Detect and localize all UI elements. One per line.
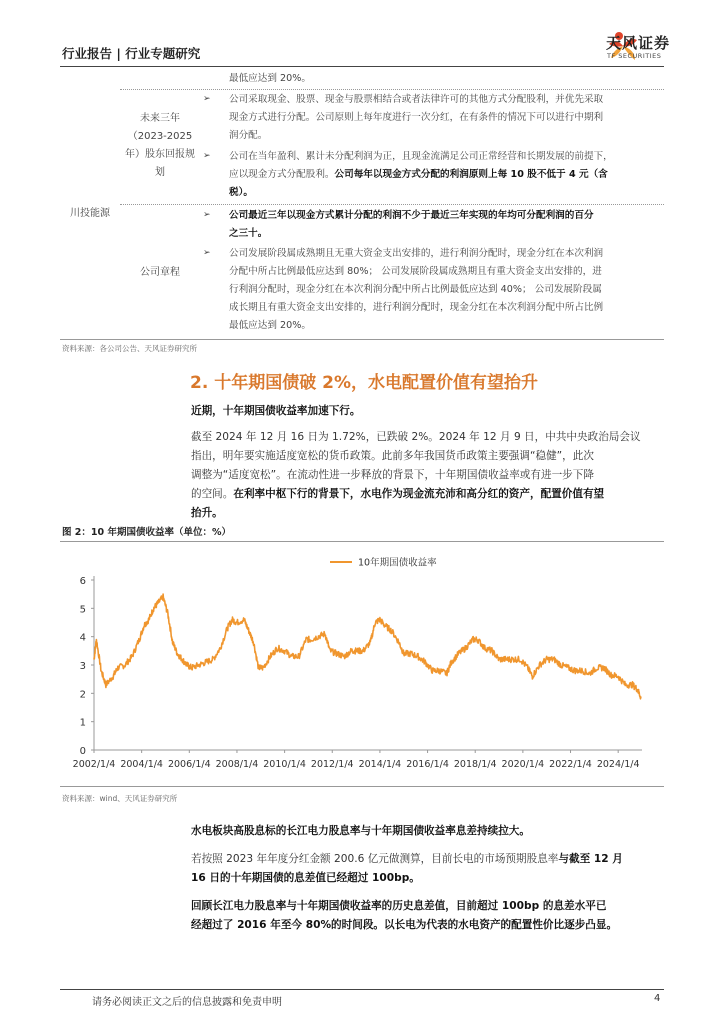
table-line: 公司发展阶段属成熟期且无重大资金支出安排的，进行利润分配时，现金分红在本次利润 [229, 248, 604, 259]
x-tick-label: 2022/1/4 [549, 759, 592, 770]
x-tick-label: 2018/1/4 [453, 759, 497, 770]
para-line [191, 504, 667, 523]
table-bullet-text [229, 207, 669, 243]
bullet-icon: ➢ [203, 94, 211, 104]
table-bottom-rule [60, 339, 664, 340]
para-line [191, 916, 667, 935]
x-tick-label: 2008/1/4 [215, 759, 259, 770]
closing-lead [191, 822, 667, 841]
table-line: 现金方式进行分配。公司原则上每年度进行一次分红，在有条件的情况下可以进行中期利 [229, 112, 604, 123]
x-tick-label: 2020/1/4 [501, 759, 545, 770]
x-tick-label: 2010/1/4 [263, 759, 306, 770]
table-cell-continued: 最低应达到 20%。 [229, 73, 311, 84]
para-line: 截至 2024 年 12 月 16 日为 1.72%，已跌破 2%。2024 年 12 月 9 日，中共中央政治局会议 [191, 431, 641, 443]
para-text: 的空间。 [191, 488, 234, 500]
x-tick-label: 2012/1/4 [310, 759, 354, 770]
table-bullet-text [229, 91, 669, 145]
lead-text: 水电板块高股息标的长江电力股息率与十年期国债收益率息差持续拉大。 [191, 825, 530, 837]
y-tick-label: 6 [79, 576, 86, 587]
para-text-bold: 经超过了 2016 年至今 80%的时间段。以长电为代表的水电资产的配置性价比逐步凸显。 [191, 919, 618, 931]
figure-title: 图 2：10 年期国债收益率（单位：%） [62, 527, 231, 538]
table-line: 最低应达到 20%。 [229, 320, 311, 331]
page-number: 4 [654, 993, 661, 1004]
bullet-icon: ➢ [203, 248, 211, 258]
table-bullet-text [229, 245, 669, 335]
table-text-normal: 应以现金方式分配股利。 [229, 169, 335, 180]
row-label-line: 未来三年 [140, 113, 180, 124]
section-title: 2. 十年期国债破 2%，水电配置价值有望抬升 [190, 373, 538, 393]
table-line: 税）。 [229, 187, 253, 198]
y-tick-label: 1 [79, 717, 86, 729]
y-tick-label: 4 [79, 632, 86, 644]
y-tick-label: 2 [79, 689, 86, 701]
table-line: 公司采取现金、股票、现金与股票相结合或者法律许可的其他方式分配股利，并优先采取 [229, 94, 604, 105]
legend-label: 10年期国债收益率 [358, 557, 437, 569]
para-text: 若按照 2023 年年度分红金额 200.6 亿元做测算，目前长电的市场预期股息率 [191, 853, 559, 865]
closing-paragraph [191, 850, 667, 888]
yield-chart [60, 544, 664, 780]
x-tick-label: 2014/1/4 [358, 759, 402, 770]
figure-bottom-rule [60, 786, 664, 787]
figure-top-rule [60, 541, 664, 542]
closing-paragraph-2 [191, 897, 667, 935]
y-tick-label: 5 [79, 604, 86, 616]
y-tick-label: 0 [79, 746, 86, 757]
row-label-line: 年）股东回报规 [125, 149, 195, 160]
table-bullet-text [229, 148, 669, 202]
table-line: 行利润分配时，现金分红在本次利润分配中所占比例最低应达到 40%； 公司发展阶段属 [229, 284, 602, 295]
bullet-icon: ➢ [203, 151, 211, 161]
para-line: 调整为“适度宽松”。在流动性进一步释放的背景下，十年期国债收益率或有进一步下降 [191, 469, 594, 481]
logo-subtext: TF SECURITIES [607, 52, 662, 60]
table-divider [120, 204, 664, 205]
table-line: 润分配。 [229, 130, 268, 141]
para-text-bold: 16 日的十年期国债的息差值已经超过 100bp。 [191, 872, 420, 884]
table-line: 成长期且有重大资金支出安排的，进行利润分配时，现金分红在本次利润分配中所占比例 [229, 302, 604, 313]
x-tick-label: 2004/1/4 [120, 759, 163, 770]
figure-source: 资料来源：wind、天风证券研究所 [62, 794, 178, 803]
table-line: 之三十。 [229, 228, 268, 239]
logo-text: 天风证券 [606, 34, 671, 52]
row-label-line: （2023-2025 [127, 131, 193, 142]
x-tick-label: 2006/1/4 [167, 759, 211, 770]
para-text-bold: 在利率中枢下行的背景下，水电作为现金流充沛和高分红的资产，配置价值有望 [233, 488, 605, 500]
row-label-shareholder-plan [120, 110, 200, 182]
para-text-bold: 抬升。 [191, 507, 223, 519]
table-source: 资料来源：各公司公告、天风证券研究所 [62, 344, 197, 353]
para-line [191, 897, 667, 916]
footer-disclaimer: 请务必阅读正文之后的信息披露和免责申明 [92, 997, 282, 1008]
footer-rule [60, 989, 664, 990]
bullet-icon: ➢ [203, 210, 211, 220]
section-lead [191, 402, 667, 421]
para-text-bold: 回顾长江电力股息率与十年期国债收益率的历史息差值，目前超过 100bp 的息差水平已 [191, 900, 607, 912]
para-line [191, 485, 667, 504]
table-text-bold: 公司每年以现金方式分配的利润原则上每 10 股不低于 4 元（含 [334, 169, 608, 180]
y-tick-label: 3 [79, 661, 86, 672]
para-text-bold: 与截至 12 月 [558, 853, 623, 865]
table-line [229, 166, 669, 184]
x-tick-label: 2016/1/4 [406, 759, 449, 770]
series-line [94, 594, 641, 699]
x-tick-label: 2024/1/4 [596, 759, 640, 770]
para-line: 指出，明年要实施适度宽松的货币政策。此前多年我国货币政策主要强调“稳健”，此次 [191, 450, 594, 462]
lead-text: 近期，十年期国债收益率加速下行。 [191, 405, 361, 417]
company-name: 川投能源 [70, 208, 110, 219]
section-paragraph [191, 428, 667, 523]
table-line: 分配中所占比例最低应达到 80%； 公司发展阶段属成熟期且有重大资金支出安排的，进 [229, 266, 602, 277]
para-line [191, 869, 667, 888]
row-label-line: 划 [155, 167, 165, 178]
header-rule [60, 66, 664, 67]
table-divider [120, 89, 664, 90]
report-category: 行业报告 | 行业专题研究 [62, 46, 201, 61]
table-line: 公司最近三年以现金方式累计分配的利润不少于最近三年实现的年均可分配利润的百分 [229, 210, 594, 221]
row-label-articles: 公司章程 [140, 267, 180, 278]
x-tick-label: 2002/1/4 [72, 759, 116, 770]
table-line: 公司在当年盈利、累计未分配利润为正，且现金流满足公司正常经营和长期发展的前提下， [229, 151, 613, 162]
para-line [191, 850, 667, 869]
